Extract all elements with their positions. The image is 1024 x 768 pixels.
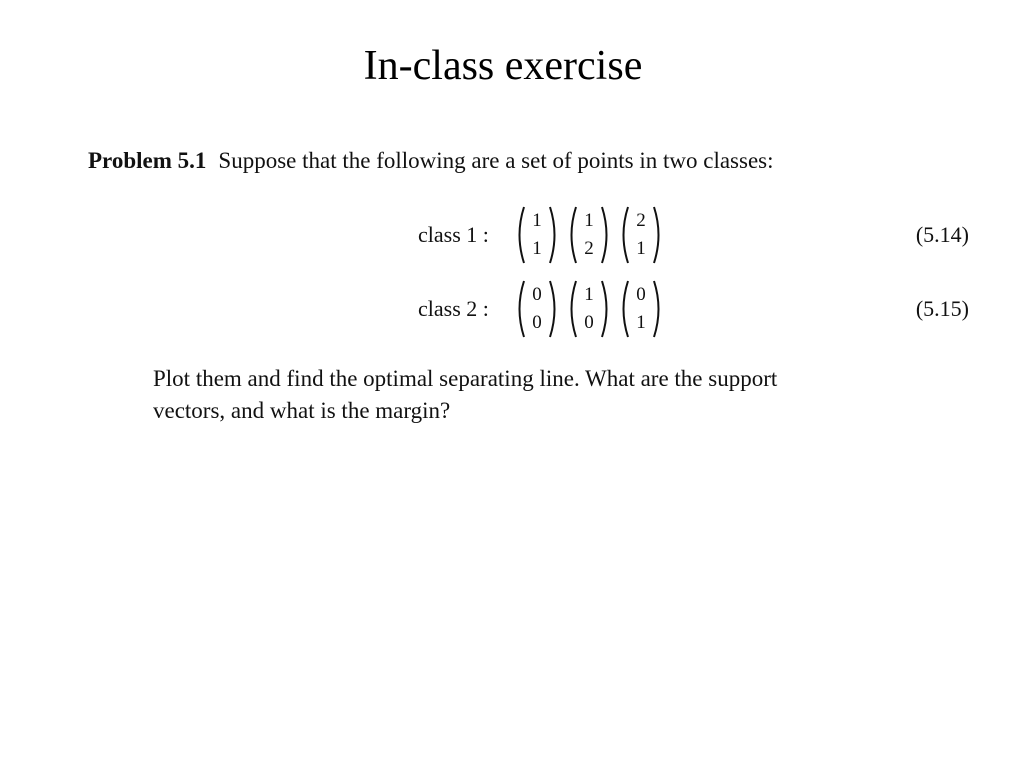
class-2-label: class 2 : [418, 296, 489, 321]
vector-entry: 1 [532, 210, 542, 231]
right-paren [652, 205, 664, 265]
class-1-vectors [514, 202, 664, 268]
problem-label: Problem 5.1 [88, 148, 207, 173]
vector-entry: 0 [532, 284, 542, 305]
vector-entry: 1 [584, 210, 594, 231]
vector [514, 202, 560, 268]
problem-intro: Suppose that the following are a set of points in two classes: [218, 148, 774, 173]
left-paren [618, 205, 630, 265]
class-2-vectors [514, 276, 664, 342]
right-paren [652, 279, 664, 339]
question-paragraph [153, 363, 978, 427]
problem-statement [88, 144, 774, 178]
vector-entry: 0 [636, 284, 646, 305]
right-paren [600, 279, 612, 339]
vector-entry: 1 [636, 238, 646, 259]
question-line: Plot them and find the optimal separating line. What are the support [153, 366, 778, 391]
left-paren [566, 279, 578, 339]
left-paren [514, 205, 526, 265]
question-line: vectors, and what is the margin? [153, 398, 451, 423]
left-paren [514, 279, 526, 339]
slide-title: In-class exercise [363, 43, 643, 89]
right-paren [548, 205, 560, 265]
vector-entry: 0 [584, 312, 594, 333]
vector [618, 202, 664, 268]
left-paren [566, 205, 578, 265]
vector [514, 276, 560, 342]
right-paren [548, 279, 560, 339]
class-1-label: class 1 : [418, 222, 489, 247]
equation-class-1 [0, 202, 1024, 268]
vector-entry: 0 [532, 312, 542, 333]
equation-number: (5.14) [915, 222, 969, 247]
vector-entry: 2 [636, 210, 646, 231]
right-paren [600, 205, 612, 265]
vector [566, 202, 612, 268]
vector-entry: 1 [636, 312, 646, 333]
vector [618, 276, 664, 342]
equation-class-2 [0, 276, 1024, 342]
vector [566, 276, 612, 342]
left-paren [618, 279, 630, 339]
vector-entry: 2 [584, 238, 594, 259]
equation-number: (5.15) [915, 296, 969, 321]
vector-entry: 1 [584, 284, 594, 305]
vector-entry: 1 [532, 238, 542, 259]
